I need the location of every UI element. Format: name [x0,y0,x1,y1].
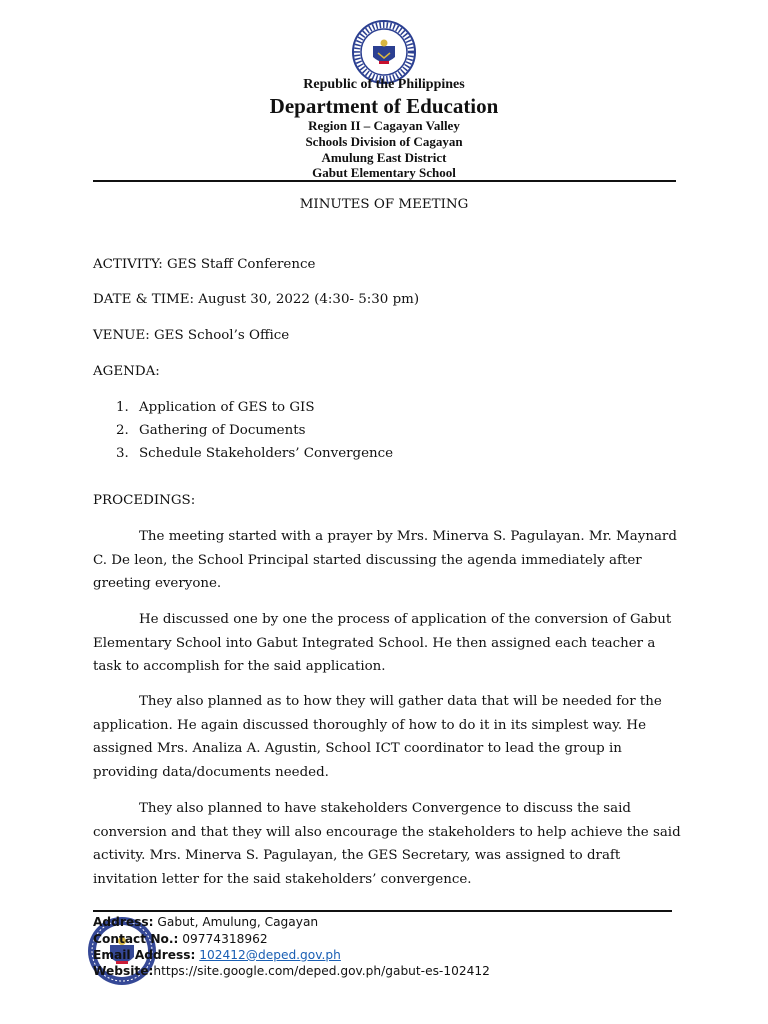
footer-divider [93,910,672,912]
email-link[interactable]: 102412@deped.gov.ph [199,948,341,962]
activity-line: ACTIVITY: GES Staff Conference [93,257,316,272]
header-district: Amulung East District [321,150,447,165]
paragraph-text: The meeting started with a prayer by Mrs. Minerva S. Pagulayan. Mr. Maynard C. De leon, the School Principal started discussing the agenda immediately after greeting everyone. [93,529,677,591]
proceedings-paragraph [93,797,683,891]
header-department: Department of Education [269,94,499,118]
website-label: Website: [93,964,154,978]
paragraph-text: He discussed one by one the process of application of the conversion of Gabut Elementary School into Gabut Integrated School. He then assigned each teacher a task to accomplish for the said application. [93,612,672,674]
contact-value: 09774318962 [178,932,268,946]
agenda-text: Schedule Stakeholders’ Convergence [139,446,394,461]
agenda-number: 2. [116,423,129,438]
agenda-number: 1. [116,400,129,415]
proceedings-paragraph [93,525,683,596]
agenda-label: AGENDA: [93,364,160,379]
deped-seal-logo [352,20,416,84]
header-republic: Republic of the Philippines [303,77,465,92]
venue-line: VENUE: GES School’s Office [93,328,290,343]
proceedings-paragraph [93,690,683,784]
header-divider [93,180,676,182]
agenda-number: 3. [116,446,129,461]
footer-contact [93,932,268,946]
address-label: Address: [93,915,154,929]
paragraph-text: They also planned to have stakeholders Convergence to discuss the said conversion and that they will also encourage the stakeholders to help achieve the said activity. Mrs. Minerva S. Pagulayan, the GES Secretary, was assigned to draft invitation letter for the said stakeholders’ convergence. [93,801,681,887]
email-label: Email Address: [93,948,196,962]
footer-email [93,948,341,962]
paragraph-text: They also planned as to how they will gather data that will be needed for the application. He again discussed thoroughly of how to do it in its simplest way. He assigned Mrs. Analiza A. Agustin, School ICT coordinator to lead the group in providing data/documents needed. [93,694,662,780]
header-division: Schools Division of Cagayan [305,134,463,149]
header-region: Region II – Cagayan Valley [308,118,460,133]
footer-website [93,964,490,978]
proceedings-paragraph [93,608,683,679]
proceedings-label: PROCEDINGS: [93,493,196,508]
datetime-line: DATE & TIME: August 30, 2022 (4:30- 5:30 pm) [93,292,420,307]
address-value: Gabut, Amulung, Cagayan [153,915,319,929]
header-school: Gabut Elementary School [312,165,456,180]
agenda-text: Gathering of Documents [139,423,306,438]
contact-label: Contact No.: [93,932,179,946]
agenda-text: Application of GES to GIS [139,400,315,415]
website-link[interactable]: https://site.google.com/deped.gov.ph/gabut-es-102412 [153,964,490,978]
document-title: MINUTES OF MEETING [299,197,469,212]
footer-address [93,915,318,929]
